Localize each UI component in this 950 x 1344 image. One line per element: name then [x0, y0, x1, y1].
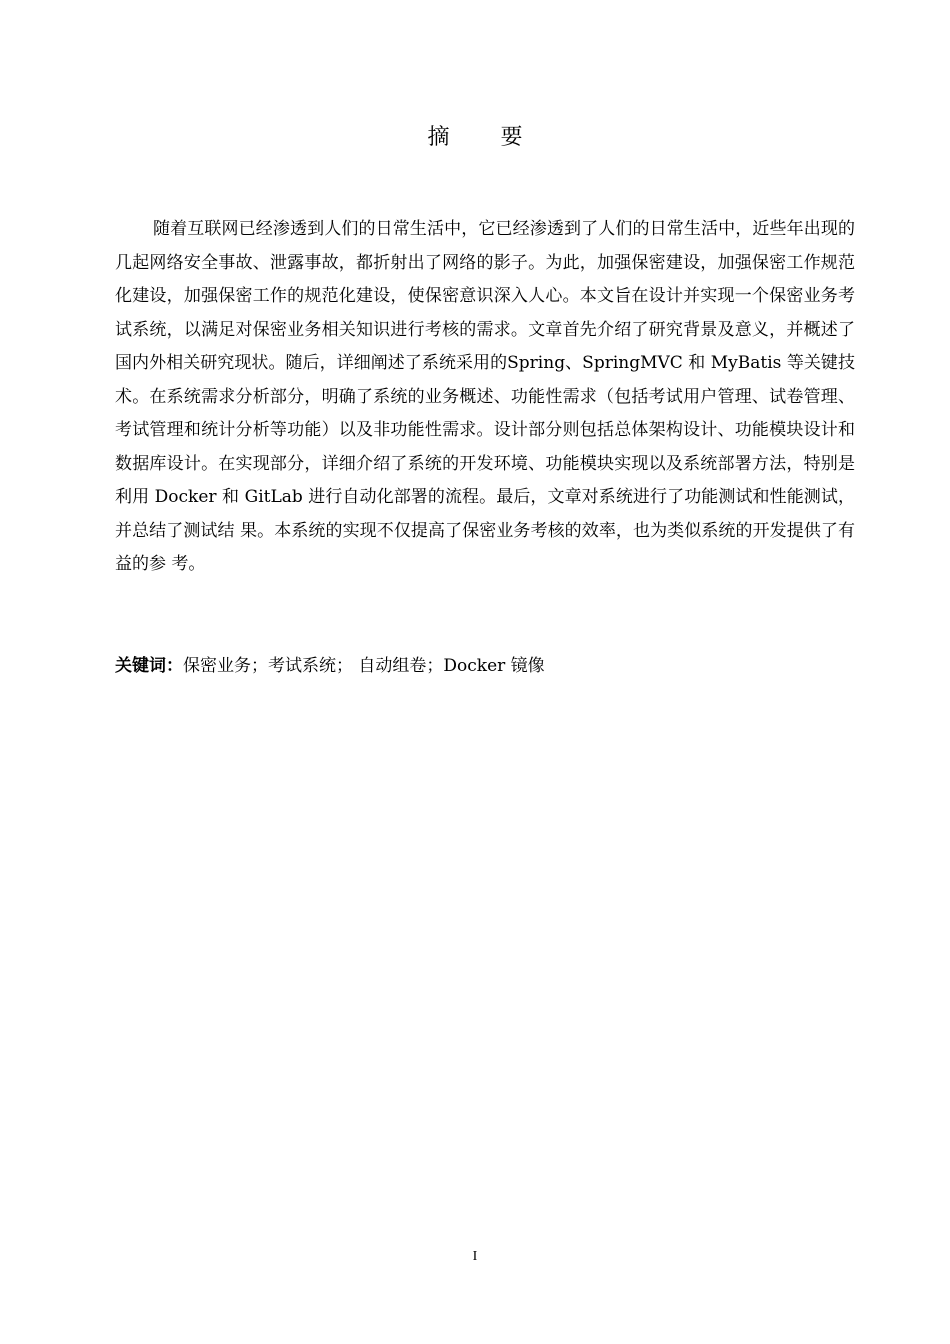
- page-number: I: [472, 1249, 478, 1264]
- keywords-line: [115, 650, 855, 682]
- keywords-text: 保密业务；考试系统； 自动组卷；Docker 镜像: [183, 656, 545, 676]
- keywords-label: 关键词：: [115, 656, 183, 676]
- page-title: 摘 要: [427, 125, 545, 150]
- abstract-paragraph: 随着互联网已经渗透到人们的日常生活中，它已经渗透到了人们的日常生活中，近些年出现的几起网络安全事故、泄露事故，都折射出了网络的影子。为此，加强保密建设，加强保密工作规范化建设，加强保密工作的规范化建设，使保密意识深入人心。本文旨在设计并实现一个保密业务考试系统，以满足对保密业务相关知识进行考核的需求。文章首先介绍了研究背景及意义，并概述了国内外相关研究现状。随后，详细阐述了系统采用的Spring、SpringMVC 和 MyBatis 等关键技术。在系统需求分析部分，明确了系统的业务概述、功能性需求（包括考试用户管理、试卷管理、考试管理和统计分析等功能）以及非功能性需求。设计部分则包括总体架构设计、功能模块设计和数据库设计。在实现部分，详细介绍了系统的开发环境、功能模块实现以及系统部署方法，特别是利用 Docker 和 GitLab 进行自动化部署的流程。最后，文章对系统进行了功能测试和性能测试，并总结了测试结 果。本系统的实现不仅提高了保密业务考核的效率，也为类似系统的开发提供了有益的参 考。: [115, 219, 855, 574]
